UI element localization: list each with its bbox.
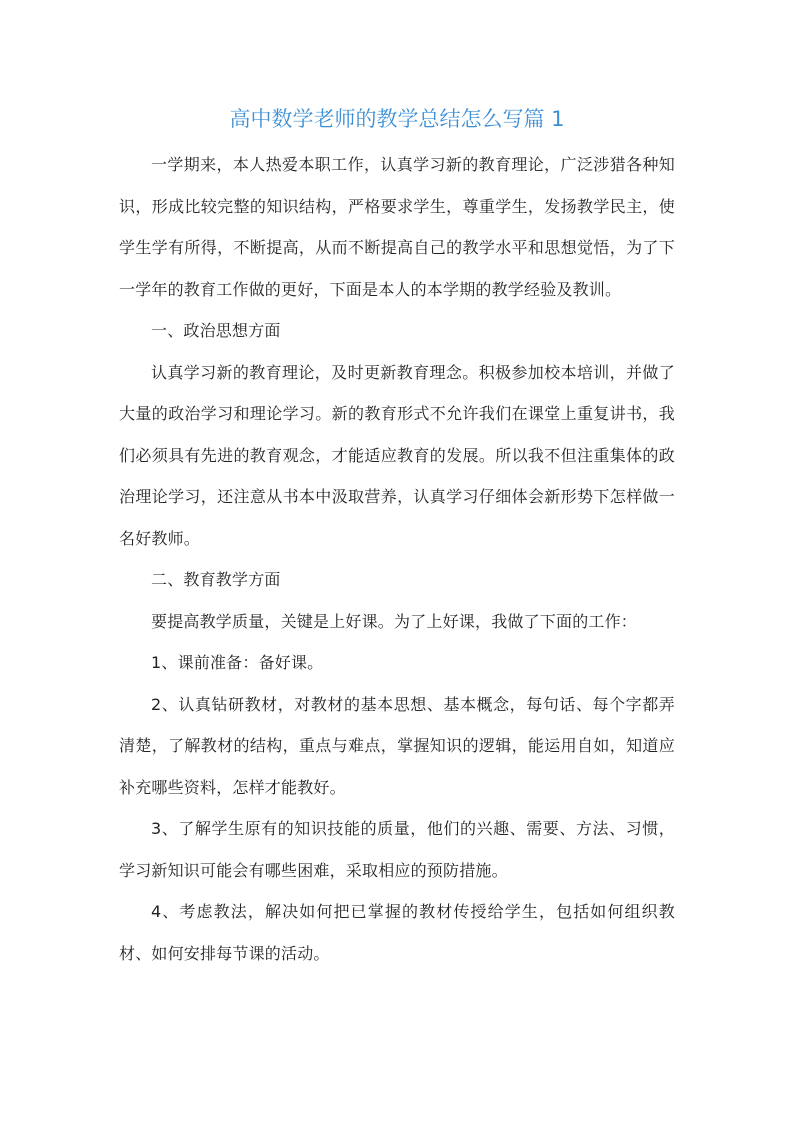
section-heading-politics: 一、政治思想方面 <box>151 321 281 340</box>
list-item-1: 1、课前准备：备好课。 <box>151 653 324 672</box>
document-title: 高中数学老师的教学总结怎么写篇 1 <box>229 107 565 131</box>
intro-paragraph: 一学期来，本人热爱本职工作，认真学习新的教育理论，广泛涉猎各种知识，形成比较完整的知识结构，严格要求学生，尊重学生，发扬教学民主，使学生学有所得，不断提高，从而不断提高自己的教学水平和思想觉悟，为了下一学年的教育工作做的更好，下面是本人的本学期的教学经验及教训。 <box>119 155 675 299</box>
list-item-2: 2、认真钻研教材，对教材的基本思想、基本概念，每句话、每个字都弄清楚，了解教材的结构，重点与难点，掌握知识的逻辑，能运用自如，知道应补充哪些资料，怎样才能教好。 <box>119 694 675 797</box>
teaching-intro-paragraph: 要提高教学质量，关键是上好课。为了上好课，我做了下面的工作： <box>151 611 638 631</box>
list-item-4: 4、考虑教法，解决如何把已掌握的教材传授给学生，包括如何组织教材、如何安排每节课的活动。 <box>119 902 675 963</box>
section-heading-teaching: 二、教育教学方面 <box>151 570 281 589</box>
list-item-3: 3、了解学生原有的知识技能的质量，他们的兴趣、需要、方法、习惯，学习新知识可能会有哪些困难，采取相应的预防措施。 <box>119 819 675 880</box>
politics-paragraph: 认真学习新的教育理论，及时更新教育理念。积极参加校本培训，并做了大量的政治学习和理论学习。新的教育形式不允许我们在课堂上重复讲书，我们必须具有先进的教育观念，才能适应教育的发展。所以我不但注重集体的政治理论学习，还注意从书本中汲取营养，认真学习仔细体会新形势下怎样做一名好教师。 <box>119 362 675 548</box>
document-body <box>119 144 675 974</box>
